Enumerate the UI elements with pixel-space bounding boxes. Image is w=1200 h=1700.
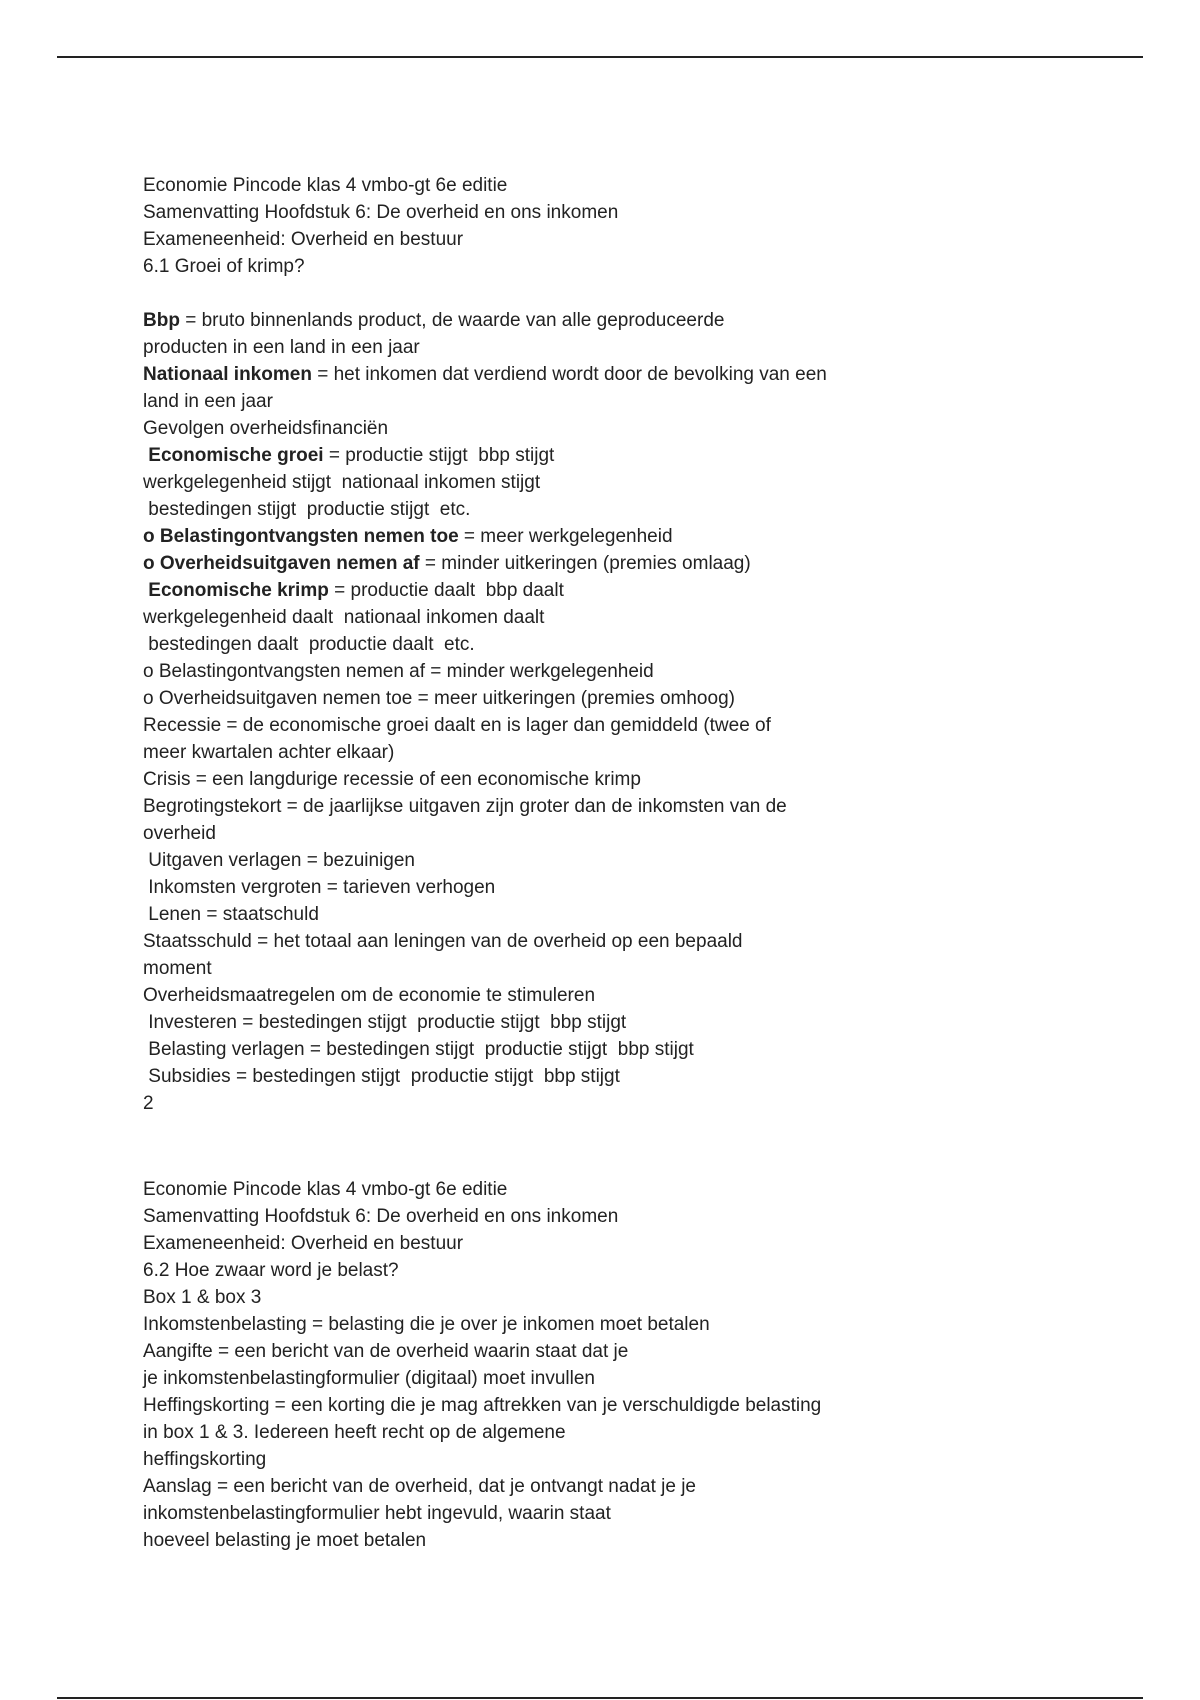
text-line: Aangifte = een bericht van de overheid waarin staat dat je <box>143 1341 629 1362</box>
text-line <box>143 361 903 388</box>
text-line <box>143 955 903 982</box>
text-line: hoeveel belasting je moet betalen <box>143 1530 427 1551</box>
line-text: Crisis = een langdurige recessie of een economische krimp <box>143 769 641 790</box>
text-line <box>143 793 903 820</box>
line-text: Overheidsmaatregelen om de economie te stimuleren <box>143 985 596 1006</box>
term-bold: Bbp <box>143 310 180 331</box>
line-text: o Belastingontvangsten nemen af = minder werkgelegenheid <box>143 661 654 682</box>
line-text: = productie stijgt bbp stijgt <box>323 445 555 466</box>
line-text: = meer werkgelegenheid <box>458 526 673 547</box>
text-line <box>143 820 903 847</box>
line-text: = het inkomen dat verdiend wordt door de bevolking van een <box>311 364 827 385</box>
text-line <box>143 712 903 739</box>
text-line <box>143 334 903 361</box>
page-1-section <box>143 172 903 1117</box>
text-line: Box 1 & box 3 <box>143 1287 262 1308</box>
text-line <box>143 631 903 658</box>
term-bold: Nationaal inkomen <box>143 364 312 385</box>
line-text: Staatsschuld = het totaal aan leningen van de overheid op een bepaald <box>143 931 743 952</box>
line-text: Uitgaven verlagen = bezuinigen <box>143 850 415 871</box>
text-line <box>143 388 903 415</box>
line-text: Gevolgen overheidsfinanciën <box>143 418 389 439</box>
text-line <box>143 442 903 469</box>
line-text: Inkomsten vergroten = tarieven verhogen <box>143 877 496 898</box>
text-line <box>143 577 903 604</box>
term-bold: Economische groei <box>143 445 324 466</box>
bottom-rule <box>57 1697 1143 1699</box>
text-line <box>143 604 903 631</box>
text-line: Inkomstenbelasting = belasting die je over je inkomen moet betalen <box>143 1314 710 1335</box>
line-text: meer kwartalen achter elkaar) <box>143 742 395 763</box>
line-text: moment <box>143 958 212 979</box>
text-line <box>143 1036 903 1063</box>
doc-subtitle: Samenvatting Hoofdstuk 6: De overheid en ons inkomen <box>143 1206 619 1227</box>
text-line <box>143 1009 903 1036</box>
line-text: = bruto binnenlands product, de waarde van alle geproduceerde <box>179 310 725 331</box>
doc-title: Economie Pincode klas 4 vmbo-gt 6e editie <box>143 175 508 196</box>
line-text: land in een jaar <box>143 391 273 412</box>
text-line: in box 1 & 3. Iedereen heeft recht op de algemene <box>143 1422 566 1443</box>
line-text: Investeren = bestedingen stijgt productie stijgt bbp stijgt <box>143 1012 627 1033</box>
line-text: werkgelegenheid daalt nationaal inkomen daalt <box>143 607 545 628</box>
text-line <box>143 739 903 766</box>
text-line <box>143 766 903 793</box>
line-text: Subsidies = bestedingen stijgt productie stijgt bbp stijgt <box>143 1066 620 1087</box>
text-line <box>143 415 903 442</box>
line-text: overheid <box>143 823 216 844</box>
text-line <box>143 901 903 928</box>
line-text: producten in een land in een jaar <box>143 337 420 358</box>
doc-subtitle: Samenvatting Hoofdstuk 6: De overheid en ons inkomen <box>143 202 619 223</box>
top-rule <box>57 56 1143 58</box>
page-2-body <box>143 1284 903 1554</box>
line-text: = minder uitkeringen (premies omlaag) <box>419 553 751 574</box>
doc-title: Economie Pincode klas 4 vmbo-gt 6e editie <box>143 1179 508 1200</box>
text-line: je inkomstenbelastingformulier (digitaal) moet invullen <box>143 1368 595 1389</box>
text-line <box>143 307 903 334</box>
text-line <box>143 685 903 712</box>
text-line <box>143 496 903 523</box>
text-line <box>143 982 903 1009</box>
line-text: Begrotingstekort = de jaarlijkse uitgaven zijn groter dan de inkomsten van de <box>143 796 787 817</box>
text-line <box>143 847 903 874</box>
page-2-section <box>143 1176 903 1554</box>
section-heading: 6.2 Hoe zwaar word je belast? <box>143 1260 399 1281</box>
line-text: Recessie = de economische groei daalt en is lager dan gemiddeld (twee of <box>143 715 771 736</box>
line-text: bestedingen stijgt productie stijgt etc. <box>143 499 471 520</box>
line-text: werkgelegenheid stijgt nationaal inkomen stijgt <box>143 472 541 493</box>
line-text: bestedingen daalt productie daalt etc. <box>143 634 475 655</box>
text-line <box>143 550 903 577</box>
exam-unit: Exameneenheid: Overheid en bestuur <box>143 1233 464 1254</box>
text-line: Aanslag = een bericht van de overheid, dat je ontvangt nadat je je <box>143 1476 696 1497</box>
term-bold: o Belastingontvangsten nemen toe <box>143 526 459 547</box>
term-bold: o Overheidsuitgaven nemen af <box>143 553 420 574</box>
page-1-body <box>143 307 903 1117</box>
exam-unit: Exameneenheid: Overheid en bestuur <box>143 229 464 250</box>
line-text: 2 <box>143 1093 154 1114</box>
text-line: heffingskorting <box>143 1449 267 1470</box>
line-text: Lenen = staatschuld <box>143 904 319 925</box>
text-line <box>143 469 903 496</box>
text-line: inkomstenbelastingformulier hebt ingevuld, waarin staat <box>143 1503 611 1524</box>
text-line <box>143 1063 903 1090</box>
text-line <box>143 1090 903 1117</box>
term-bold: Economische krimp <box>143 580 329 601</box>
text-line <box>143 874 903 901</box>
line-text: = productie daalt bbp daalt <box>328 580 564 601</box>
line-text: o Overheidsuitgaven nemen toe = meer uitkeringen (premies omhoog) <box>143 688 735 709</box>
section-heading: 6.1 Groei of krimp? <box>143 256 305 277</box>
text-line <box>143 658 903 685</box>
line-text: Belasting verlagen = bestedingen stijgt productie stijgt bbp stijgt <box>143 1039 694 1060</box>
text-line <box>143 928 903 955</box>
text-line: Heffingskorting = een korting die je mag aftrekken van je verschuldigde belasting <box>143 1395 822 1416</box>
spacer <box>143 280 903 307</box>
text-line <box>143 523 903 550</box>
